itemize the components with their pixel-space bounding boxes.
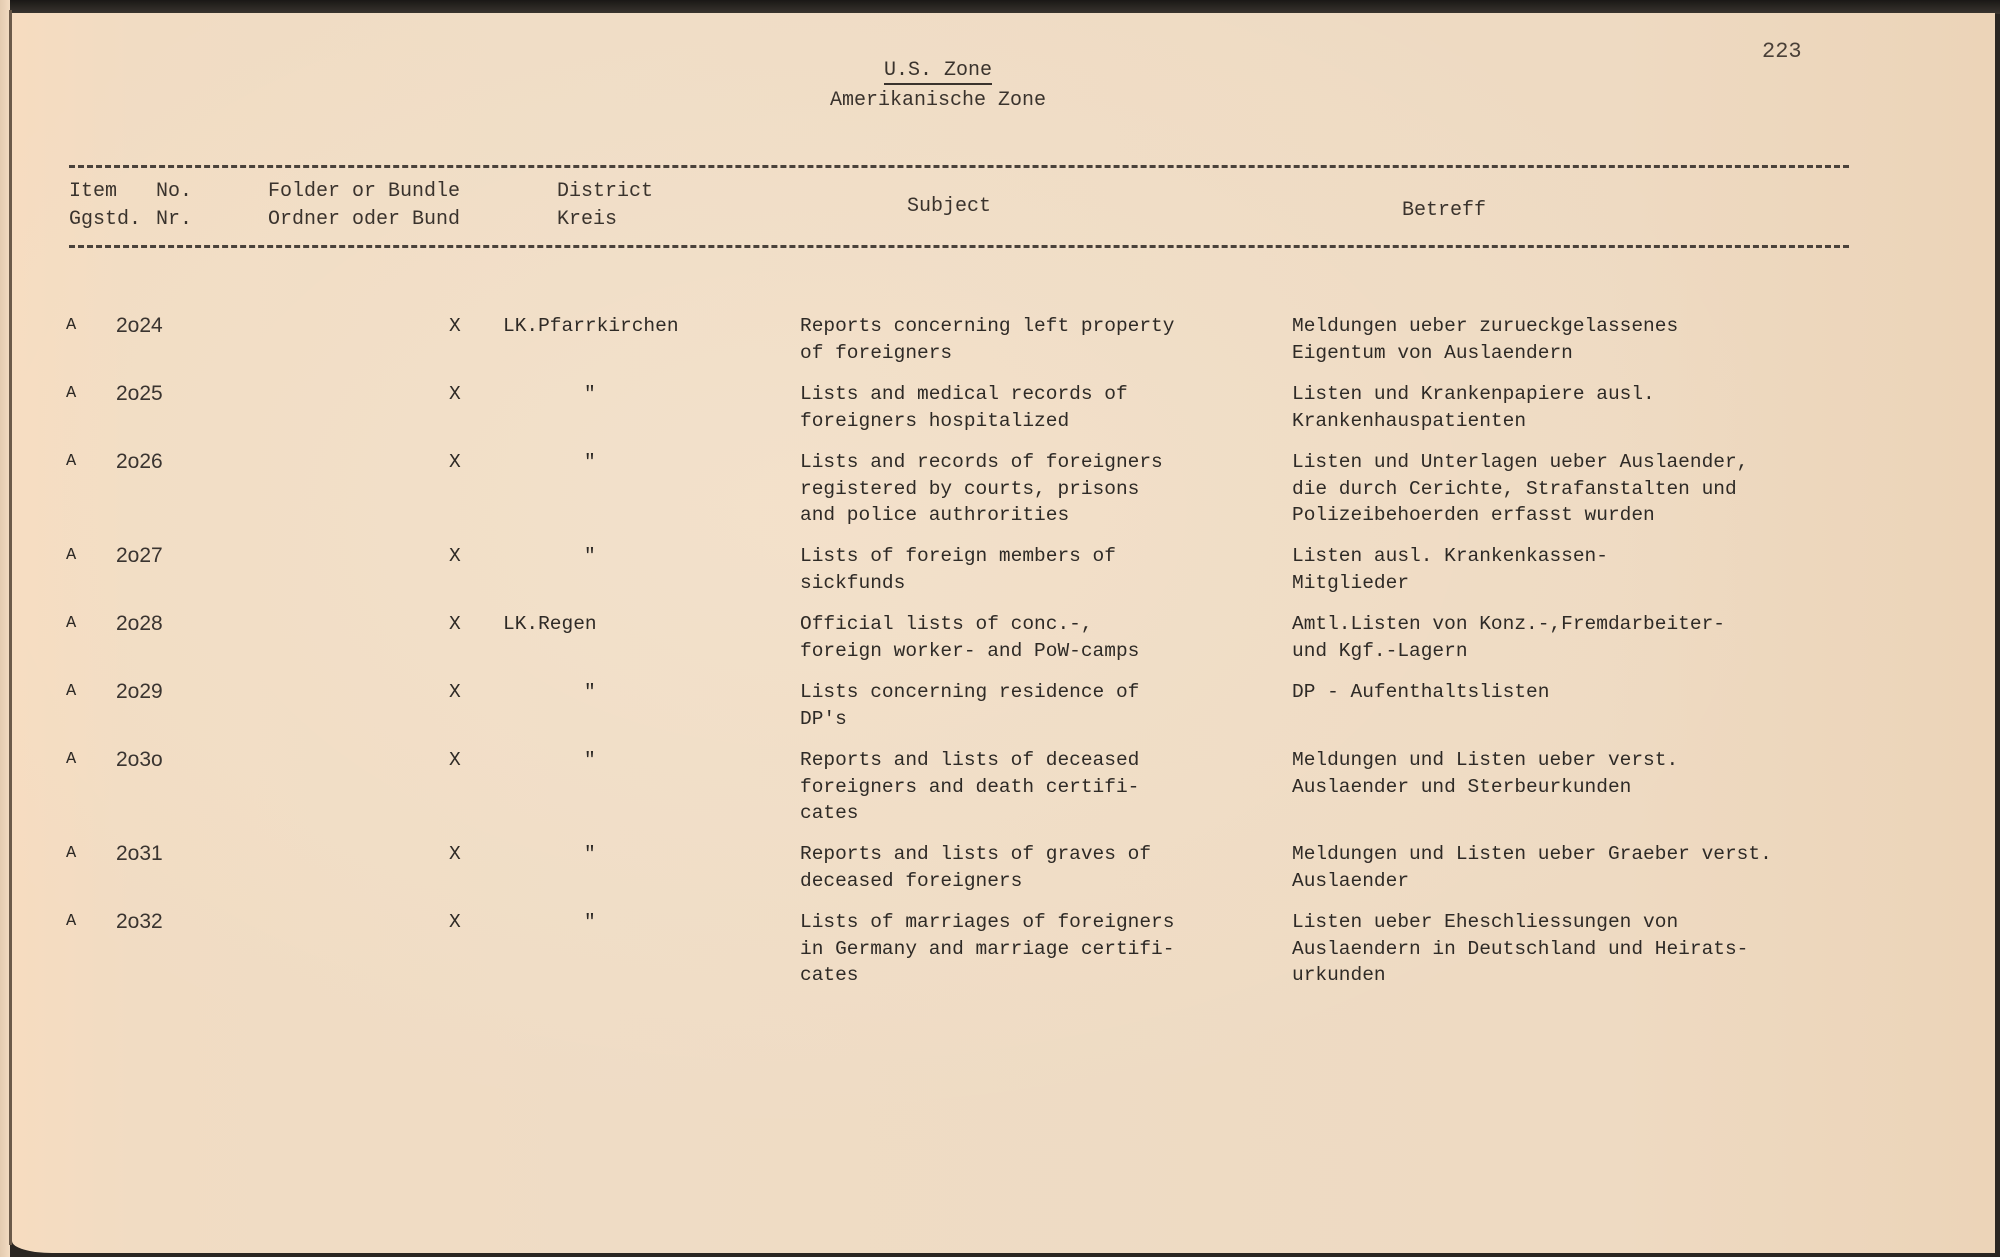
folder-mark: X [449, 545, 461, 567]
item-number: 2o25 [116, 382, 163, 405]
page-subtitle: Amerikanische Zone [829, 89, 1047, 112]
betreff: DP - Aufenthaltslisten [1292, 681, 1550, 703]
folder-mark: X [449, 749, 461, 771]
district: " [584, 545, 596, 567]
folder-mark: X [449, 383, 461, 405]
item-number: 2o28 [116, 612, 163, 635]
subject: Reports and lists of deceased foreigners and death certifi- cates [800, 749, 1140, 824]
page-title-text: U.S. Zone [884, 59, 992, 85]
item-code: A [66, 384, 77, 403]
item-code: A [66, 614, 77, 633]
folder-mark: X [449, 911, 461, 933]
item-code: A [66, 682, 77, 701]
item-number: 2o27 [116, 544, 163, 567]
header-no: No. Nr. [156, 180, 193, 231]
district: " [584, 749, 596, 771]
betreff: Meldungen und Listen ueber verst. Auslaender und Sterbeurkunden [1292, 749, 1679, 798]
folder-mark: X [449, 613, 461, 635]
betreff: Amtl.Listen von Konz.-,Fremdarbeiter- und Kgf.-Lagern [1292, 613, 1725, 662]
betreff: Listen und Krankenpapiere ausl. Krankenhauspatienten [1292, 383, 1655, 432]
betreff: Listen ausl. Krankenkassen- Mitglieder [1292, 545, 1608, 594]
header-folder: Folder or Bundle Ordner oder Bund [268, 180, 461, 231]
item-code: A [66, 912, 77, 931]
item-number: 2o31 [116, 842, 163, 865]
folder-mark: X [449, 451, 461, 473]
district: LK.Regen [503, 613, 597, 635]
header-district: District Kreis [557, 180, 654, 231]
document-page [12, 13, 1995, 1253]
district: LK.Pfarrkirchen [503, 315, 679, 337]
item-number: 2o29 [116, 680, 163, 703]
betreff: Listen und Unterlagen ueber Auslaender, die durch Cerichte, Strafanstalten und Polizeibehoerden erfasst wurden [1292, 451, 1749, 526]
subject: Lists and records of foreigners registered by courts, prisons and police authrorities [800, 451, 1163, 526]
item-number: 2o3o [116, 748, 163, 771]
header-rule-top [69, 165, 1849, 168]
folder-mark: X [449, 681, 461, 703]
subject: Reports concerning left property of foreigners [800, 315, 1175, 364]
betreff: Meldungen ueber zurueckgelassenes Eigentum von Auslaendern [1292, 315, 1679, 364]
header-item: Item Ggstd. [69, 180, 142, 231]
page-number: 223 [1762, 39, 1802, 64]
page-title [12, 59, 1864, 82]
folder-mark: X [449, 315, 461, 337]
subject: Reports and lists of graves of deceased foreigners [800, 843, 1152, 892]
district: " [584, 911, 596, 933]
subject: Lists concerning residence of DP's [800, 681, 1140, 730]
scan-top-edge [0, 0, 2000, 14]
folder-mark: X [449, 843, 461, 865]
subject: Lists of foreign members of sickfunds [800, 545, 1116, 594]
district: " [584, 843, 596, 865]
betreff: Listen ueber Eheschliessungen von Auslaendern in Deutschland und Heirats- urkunden [1292, 911, 1749, 986]
header-rule-bottom [69, 245, 1849, 248]
subject: Lists and medical records of foreigners hospitalized [800, 383, 1128, 432]
betreff: Meldungen und Listen ueber Graeber verst. Auslaender [1292, 843, 1772, 892]
item-number: 2o24 [116, 314, 163, 337]
item-code: A [66, 750, 77, 769]
item-number: 2o26 [116, 450, 163, 473]
item-code: A [66, 546, 77, 565]
subject: Official lists of conc.-, foreign worker- and PoW-camps [800, 613, 1140, 662]
item-code: A [66, 844, 77, 863]
district: " [584, 383, 596, 405]
item-code: A [66, 452, 77, 471]
header-betreff: Betreff [1402, 199, 1487, 222]
item-code: A [66, 316, 77, 335]
subject: Lists of marriages of foreigners in Germany and marriage certifi- cates [800, 911, 1175, 986]
district: " [584, 681, 596, 703]
item-number: 2o32 [116, 910, 163, 933]
district: " [584, 451, 596, 473]
header-subject: Subject [907, 195, 992, 218]
